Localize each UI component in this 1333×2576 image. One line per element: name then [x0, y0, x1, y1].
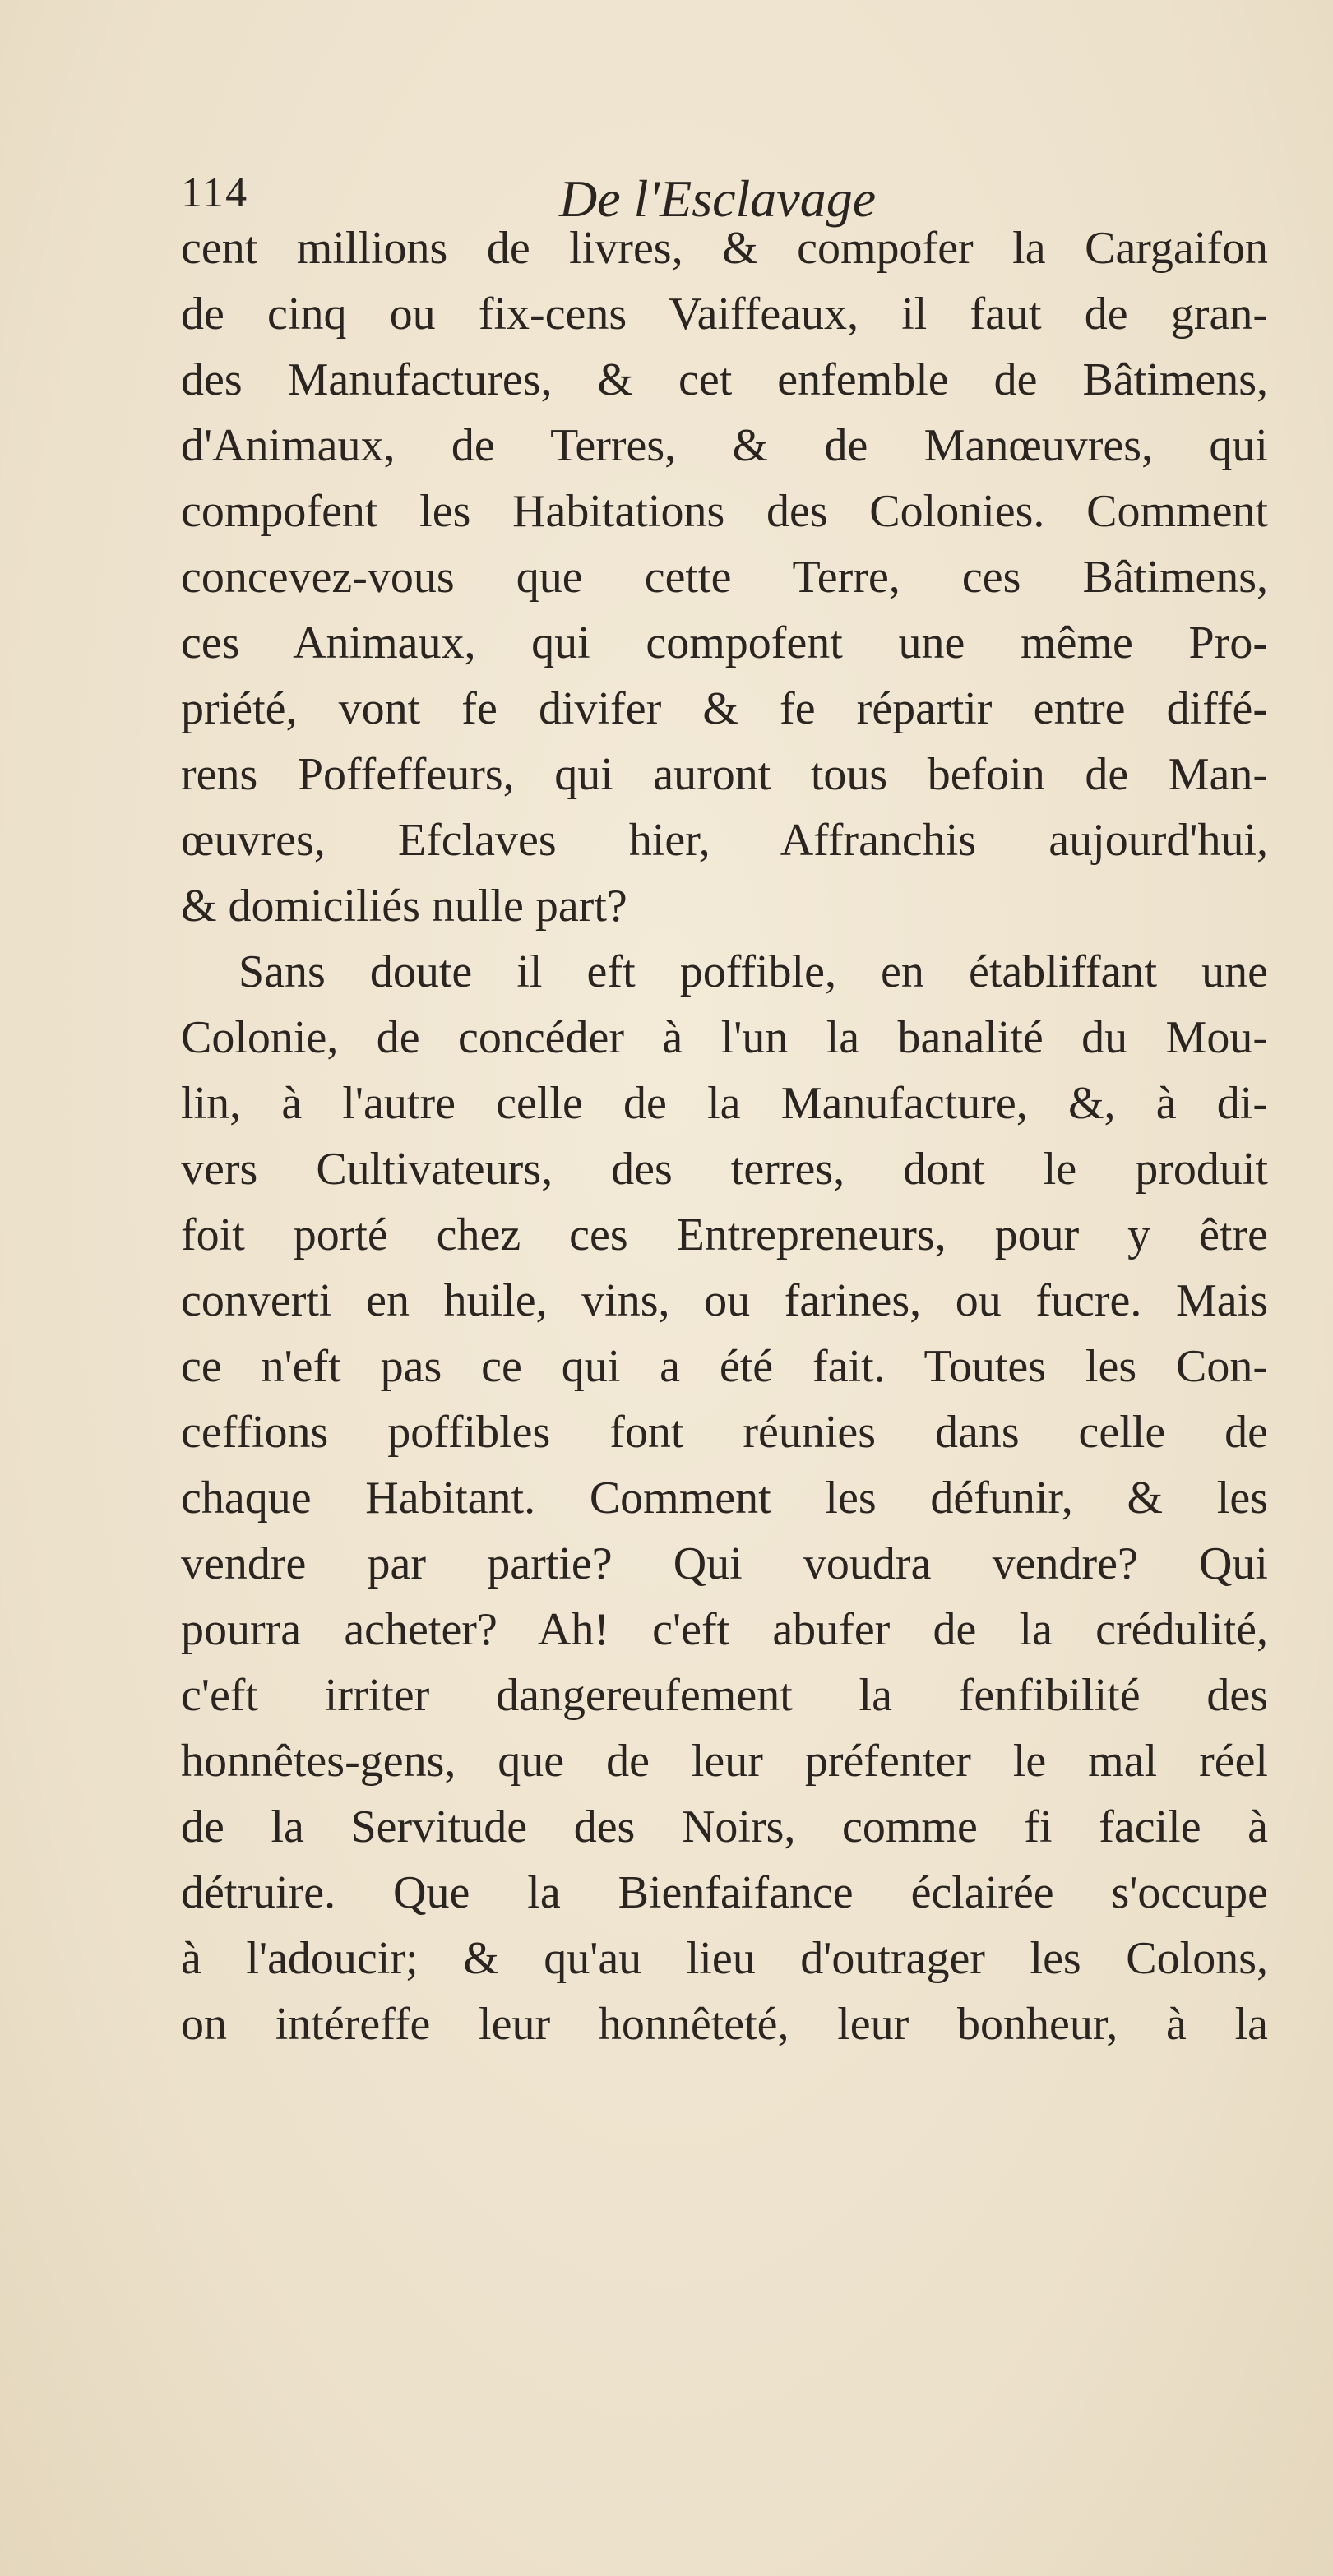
- text-line: à l'adoucir; & qu'au lieu d'outrager les Colons,: [181, 1933, 1268, 1984]
- text-line: œuvres, Efclaves hier, Affranchis aujourd'hui,: [181, 815, 1268, 866]
- text-line: ce n'eft pas ce qui a été fait. Toutes les Con-: [181, 1341, 1268, 1392]
- text-line: priété, vont fe divifer & fe répartir entre diffé-: [181, 683, 1268, 734]
- text-line: des Manufactures, & cet enfemble de Bâtimens,: [181, 354, 1268, 405]
- text-line: converti en huile, vins, ou farines, ou fucre. Mais: [181, 1275, 1268, 1326]
- text-line: vendre par partie? Qui voudra vendre? Qui: [181, 1538, 1268, 1589]
- body-text: [181, 215, 1268, 2057]
- text-line: lin, à l'autre celle de la Manufacture, &, à di-: [181, 1078, 1268, 1129]
- text-line: Sans doute il eft poffible, en établiffant une: [238, 946, 1268, 997]
- text-line: chaque Habitant. Comment les défunir, & les: [181, 1473, 1268, 1524]
- text-line: foit porté chez ces Entrepreneurs, pour y être: [181, 1209, 1268, 1260]
- text-line: compofent les Habitations des Colonies. Comment: [181, 486, 1268, 537]
- text-line: ceffions poffibles font réunies dans celle de: [181, 1407, 1268, 1458]
- text-line: c'eft irriter dangereufement la fenfibilité des: [181, 1670, 1268, 1721]
- running-title: De l'Esclavage: [559, 169, 877, 228]
- text-line: pourra acheter? Ah! c'eft abufer de la crédulité,: [181, 1604, 1268, 1655]
- text-line: de la Servitude des Noirs, comme fi facile à: [181, 1801, 1268, 1852]
- text-line: vers Cultivateurs, des terres, dont le produit: [181, 1144, 1268, 1195]
- text-line: ces Animaux, qui compofent une même Pro-: [181, 617, 1268, 668]
- text-line: rens Poffeffeurs, qui auront tous befoin de Man-: [181, 749, 1268, 800]
- text-line: cent millions de livres, & compofer la Cargaifon: [181, 223, 1268, 274]
- text-line: d'Animaux, de Terres, & de Manœuvres, qui: [181, 420, 1268, 471]
- text-line: concevez-vous que cette Terre, ces Bâtimens,: [181, 552, 1268, 603]
- text-line: on intéreffe leur honnêteté, leur bonheur, à la: [181, 1999, 1268, 2050]
- page-number: 114: [181, 169, 249, 216]
- text-line: de cinq ou fix-cens Vaiffeaux, il faut de gran-: [181, 289, 1268, 340]
- text-line: Colonie, de concéder à l'un la banalité du Mou-: [181, 1012, 1268, 1063]
- text-line: honnêtes-gens, que de leur préfenter le mal réel: [181, 1736, 1268, 1787]
- text-line: détruire. Que la Bienfaifance éclairée s'occupe: [181, 1867, 1268, 1918]
- text-line: & domiciliés nulle part?: [181, 881, 627, 932]
